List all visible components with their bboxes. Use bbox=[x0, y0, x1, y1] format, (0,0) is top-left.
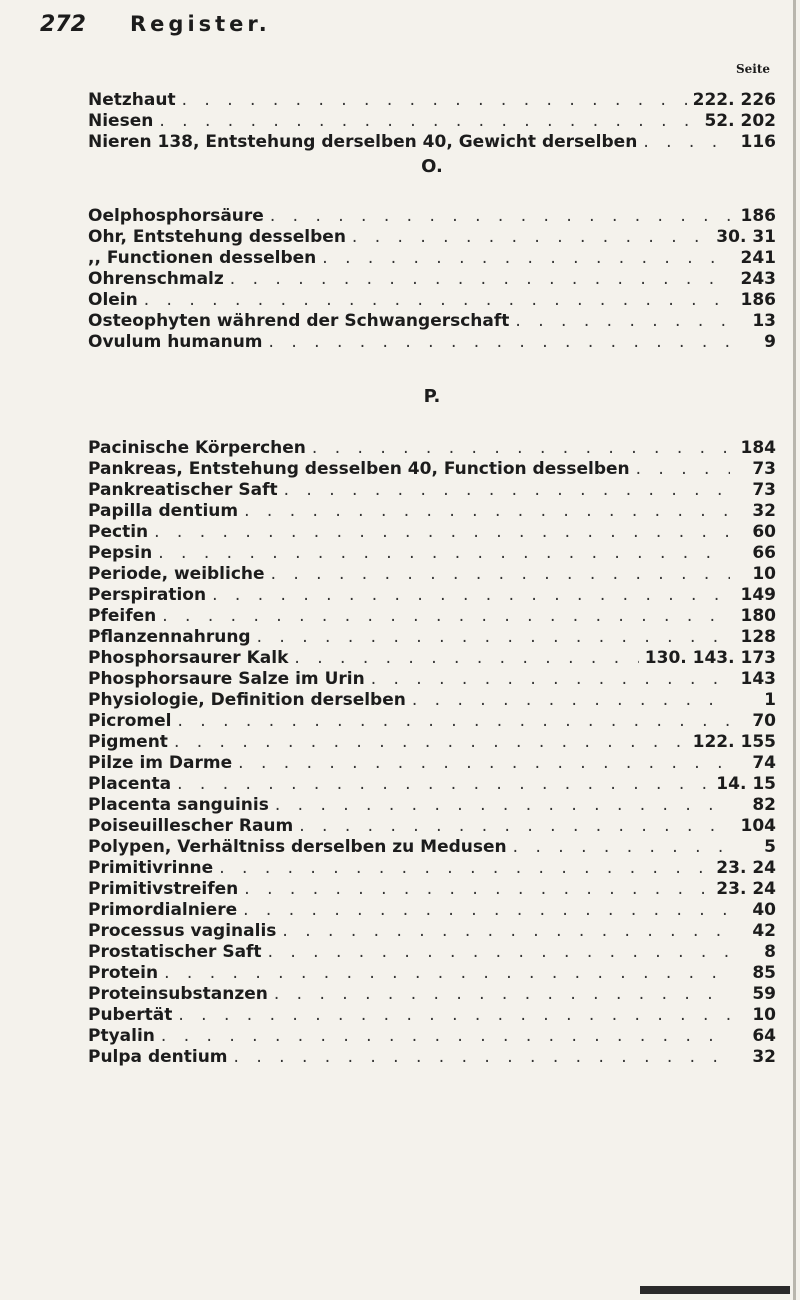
entry-pages: 42 bbox=[752, 921, 776, 941]
dot-leader bbox=[282, 921, 730, 942]
index-entry bbox=[88, 459, 776, 480]
index-entry bbox=[88, 816, 776, 837]
dot-leader bbox=[164, 963, 730, 984]
entry-term: Phosphorsaure Salze im Urin bbox=[88, 669, 365, 689]
entry-pages: 8 bbox=[764, 942, 776, 962]
entry-term: Phosphorsaurer Kalk bbox=[88, 648, 289, 668]
index-entry bbox=[88, 111, 776, 132]
dot-leader bbox=[178, 1005, 730, 1026]
entry-term: Placenta sanguinis bbox=[88, 795, 269, 815]
dot-leader bbox=[244, 879, 710, 900]
dot-leader bbox=[178, 711, 731, 732]
index-entry bbox=[88, 669, 776, 690]
entry-term: Pigment bbox=[88, 732, 168, 752]
index-entry bbox=[88, 564, 776, 585]
entry-term: ,, Functionen desselben bbox=[88, 248, 317, 268]
entry-term: Ptyalin bbox=[88, 1026, 155, 1046]
dot-leader bbox=[177, 774, 710, 795]
entry-pages: 85 bbox=[752, 963, 776, 983]
index-entry bbox=[88, 1047, 776, 1068]
index-entry bbox=[88, 732, 776, 753]
entry-term: Protein bbox=[88, 963, 159, 983]
entry-term: Pankreas, Entstehung desselben 40, Function desselben bbox=[88, 459, 630, 479]
entry-pages: 10 bbox=[752, 564, 776, 584]
index-entry bbox=[88, 1026, 776, 1047]
entry-term: Oelphosphorsäure bbox=[88, 206, 264, 226]
entry-term: Netzhaut bbox=[88, 90, 176, 110]
entry-term: Primitivrinne bbox=[88, 858, 214, 878]
index-entry bbox=[88, 858, 776, 879]
entry-pages: 30. 31 bbox=[716, 227, 776, 247]
entry-pages: 243 bbox=[740, 269, 776, 289]
dot-leader bbox=[284, 480, 730, 501]
entry-term: Pfeifen bbox=[88, 606, 157, 626]
dot-leader bbox=[636, 459, 730, 480]
index-entry bbox=[88, 290, 776, 311]
index-entry bbox=[88, 648, 776, 669]
dot-leader bbox=[158, 543, 730, 564]
index-entry bbox=[88, 690, 776, 711]
index-entry bbox=[88, 522, 776, 543]
dot-leader bbox=[212, 585, 730, 606]
index-entry bbox=[88, 963, 776, 984]
section-heading-p: P. bbox=[423, 386, 441, 407]
bottom-ink-bar bbox=[640, 1286, 790, 1294]
entry-list-n bbox=[88, 90, 776, 153]
entry-term: Pacinische Körperchen bbox=[88, 438, 306, 458]
entry-term: Perspiration bbox=[88, 585, 207, 605]
dot-leader bbox=[271, 564, 730, 585]
dot-leader bbox=[238, 753, 730, 774]
entry-term: Polypen, Verhältniss derselben zu Medusen bbox=[88, 837, 507, 857]
index-entry bbox=[88, 921, 776, 942]
entry-term: Primitivstreifen bbox=[88, 879, 239, 899]
entry-pages: 241 bbox=[740, 248, 776, 268]
dot-leader bbox=[371, 669, 730, 690]
dot-leader bbox=[270, 206, 730, 227]
entry-pages: 40 bbox=[752, 900, 776, 920]
index-entry bbox=[88, 501, 776, 522]
entry-term: Pilze im Darme bbox=[88, 753, 233, 773]
entry-pages: 186 bbox=[740, 290, 776, 310]
entry-term: Olein bbox=[88, 290, 138, 310]
entry-pages: 104 bbox=[740, 816, 776, 836]
dot-leader bbox=[230, 269, 730, 290]
entry-term: Osteophyten während der Schwangerschaft bbox=[88, 311, 510, 331]
index-entry bbox=[88, 1005, 776, 1026]
dot-leader bbox=[268, 942, 730, 963]
entry-pages: 60 bbox=[752, 522, 776, 542]
entry-pages: 14. 15 bbox=[716, 774, 776, 794]
entry-term: Ohrenschmalz bbox=[88, 269, 224, 289]
entry-pages: 149 bbox=[740, 585, 776, 605]
entry-pages: 64 bbox=[752, 1026, 776, 1046]
index-entry bbox=[88, 227, 776, 248]
section-heading-o: O. bbox=[421, 156, 443, 177]
entry-pages: 9 bbox=[764, 332, 776, 352]
index-entry bbox=[88, 543, 776, 564]
entry-term: Prostatischer Saft bbox=[88, 942, 262, 962]
entry-pages: 23. 24 bbox=[716, 858, 776, 878]
dot-leader bbox=[257, 627, 730, 648]
dot-leader bbox=[352, 227, 710, 248]
entry-term: Ohr, Entstehung desselben bbox=[88, 227, 346, 247]
index-entry bbox=[88, 132, 776, 153]
entry-pages: 222. 226 bbox=[692, 90, 776, 110]
index-entry bbox=[88, 627, 776, 648]
dot-leader bbox=[299, 816, 730, 837]
entry-pages: 1 bbox=[764, 690, 776, 710]
entry-pages: 82 bbox=[752, 795, 776, 815]
dot-leader bbox=[154, 522, 730, 543]
entry-pages: 184 bbox=[740, 438, 776, 458]
entry-term: Poiseuillescher Raum bbox=[88, 816, 294, 836]
dot-leader bbox=[182, 90, 687, 111]
dot-leader bbox=[159, 111, 698, 132]
entry-term: Processus vaginalis bbox=[88, 921, 277, 941]
entry-pages: 122. 155 bbox=[692, 732, 776, 752]
dot-leader bbox=[412, 690, 730, 711]
dot-leader bbox=[234, 1047, 730, 1068]
entry-list-o bbox=[88, 206, 776, 353]
entry-term: Periode, weibliche bbox=[88, 564, 265, 584]
index-entry bbox=[88, 206, 776, 227]
page-edge-rule bbox=[793, 0, 796, 1300]
entry-term: Papilla dentium bbox=[88, 501, 239, 521]
entry-term: Ovulum humanum bbox=[88, 332, 263, 352]
index-entry bbox=[88, 480, 776, 501]
dot-leader bbox=[294, 648, 638, 669]
entry-pages: 32 bbox=[752, 501, 776, 521]
dot-leader bbox=[515, 311, 730, 332]
entry-pages: 23. 24 bbox=[716, 879, 776, 899]
index-entry bbox=[88, 984, 776, 1005]
entry-term: Placenta bbox=[88, 774, 172, 794]
dot-leader bbox=[162, 606, 730, 627]
dot-leader bbox=[275, 795, 730, 816]
entry-pages: 74 bbox=[752, 753, 776, 773]
entry-pages: 130. 143. 173 bbox=[644, 648, 776, 668]
entry-term: Niesen bbox=[88, 111, 154, 131]
entry-term: Pubertät bbox=[88, 1005, 173, 1025]
index-entry bbox=[88, 711, 776, 732]
index-entry bbox=[88, 269, 776, 290]
dot-leader bbox=[643, 132, 730, 153]
index-entry bbox=[88, 90, 776, 111]
dot-leader bbox=[244, 501, 730, 522]
dot-leader bbox=[144, 290, 730, 311]
entry-pages: 186 bbox=[740, 206, 776, 226]
entry-term: Pulpa dentium bbox=[88, 1047, 228, 1067]
index-entry bbox=[88, 438, 776, 459]
entry-pages: 32 bbox=[752, 1047, 776, 1067]
index-entry bbox=[88, 248, 776, 269]
entry-term: Proteinsubstanzen bbox=[88, 984, 268, 1004]
entry-term: Pepsin bbox=[88, 543, 153, 563]
entry-pages: 73 bbox=[752, 459, 776, 479]
index-entry bbox=[88, 837, 776, 858]
dot-leader bbox=[322, 248, 730, 269]
page-number: 272 bbox=[40, 12, 86, 37]
dot-leader bbox=[312, 438, 730, 459]
index-entry bbox=[88, 585, 776, 606]
entry-pages: 10 bbox=[752, 1005, 776, 1025]
index-entry bbox=[88, 332, 776, 353]
page-header bbox=[40, 12, 760, 48]
entry-pages: 13 bbox=[752, 311, 776, 331]
entry-term: Physiologie, Definition derselben bbox=[88, 690, 406, 710]
dot-leader bbox=[269, 332, 730, 353]
dot-leader bbox=[174, 732, 687, 753]
entry-pages: 116 bbox=[740, 132, 776, 152]
index-entry bbox=[88, 774, 776, 795]
entry-term: Picromel bbox=[88, 711, 172, 731]
entry-term: Primordialniere bbox=[88, 900, 238, 920]
entry-term: Pectin bbox=[88, 522, 149, 542]
entry-pages: 70 bbox=[752, 711, 776, 731]
entry-pages: 52. 202 bbox=[704, 111, 776, 131]
entry-pages: 5 bbox=[764, 837, 776, 857]
index-entry bbox=[88, 606, 776, 627]
entry-pages: 59 bbox=[752, 984, 776, 1004]
dot-leader bbox=[219, 858, 710, 879]
index-entry bbox=[88, 753, 776, 774]
index-entry bbox=[88, 795, 776, 816]
entry-pages: 66 bbox=[752, 543, 776, 563]
entry-term: Nieren 138, Entstehung derselben 40, Gewicht derselben bbox=[88, 132, 638, 152]
section-n bbox=[88, 90, 776, 153]
running-head: Register. bbox=[130, 12, 271, 36]
entry-pages: 143 bbox=[740, 669, 776, 689]
seite-column-label: Seite bbox=[735, 62, 770, 76]
entry-list-p bbox=[88, 438, 776, 1068]
entry-pages: 73 bbox=[752, 480, 776, 500]
dot-leader bbox=[243, 900, 730, 921]
entry-term: Pflanzennahrung bbox=[88, 627, 251, 647]
index-entry bbox=[88, 879, 776, 900]
index-entry bbox=[88, 942, 776, 963]
dot-leader bbox=[161, 1026, 730, 1047]
entry-pages: 128 bbox=[740, 627, 776, 647]
index-entry bbox=[88, 900, 776, 921]
entry-pages: 180 bbox=[740, 606, 776, 626]
entry-term: Pankreatischer Saft bbox=[88, 480, 278, 500]
dot-leader bbox=[274, 984, 730, 1005]
index-entry bbox=[88, 311, 776, 332]
dot-leader bbox=[513, 837, 730, 858]
